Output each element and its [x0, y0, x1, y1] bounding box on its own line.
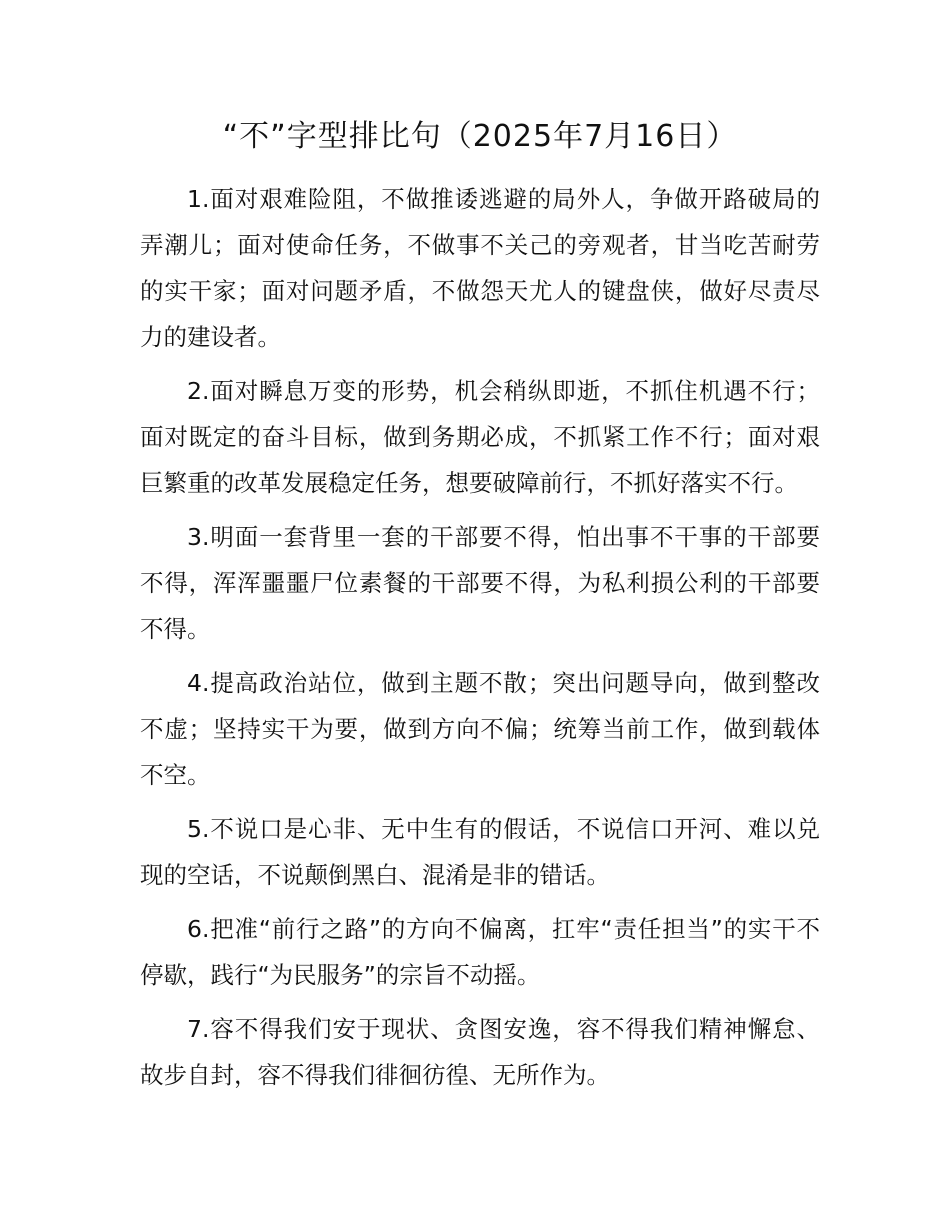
document-title: “不”字型排比句（2025年7月16日） — [222, 119, 738, 154]
paragraph-7: 7.容不得我们安于现状、贪图安逸，容不得我们精神懈怠、故步自封，容不得我们徘徊彷徨、无所作为。 — [140, 1015, 820, 1089]
paragraph-2: 2.面对瞬息万变的形势，机会稍纵即逝，不抓住机遇不行；面对既定的奋斗目标，做到务期必成，不抓紧工作不行；面对艰巨繁重的改革发展稳定任务，想要破障前行，不抓好落实不行。 — [140, 377, 820, 497]
paragraph-4: 4.提高政治站位，做到主题不散；突出问题导向，做到整改不虚；坚持实干为要，做到方向不偏；统筹当前工作，做到载体不空。 — [140, 669, 820, 789]
paragraph-5: 5.不说口是心非、无中生有的假话，不说信口开河、难以兑现的空话，不说颠倒黑白、混淆是非的错话。 — [140, 815, 820, 889]
paragraph-6: 6.把准“前行之路”的方向不偏离，扛牢“责任担当”的实干不停歇，践行“为民服务”的宗旨不动摇。 — [140, 915, 820, 989]
paragraph-3: 3.明面一套背里一套的干部要不得，怕出事不干事的干部要不得，浑浑噩噩尸位素餐的干部要不得，为私利损公利的干部要不得。 — [140, 523, 820, 643]
paragraph-1: 1.面对艰难险阻，不做推诿逃避的局外人，争做开路破局的弄潮儿；面对使命任务，不做事不关己的旁观者，甘当吃苦耐劳的实干家；面对问题矛盾，不做怨天尤人的键盘侠，做好尽责尽力的建设者。 — [140, 185, 820, 351]
